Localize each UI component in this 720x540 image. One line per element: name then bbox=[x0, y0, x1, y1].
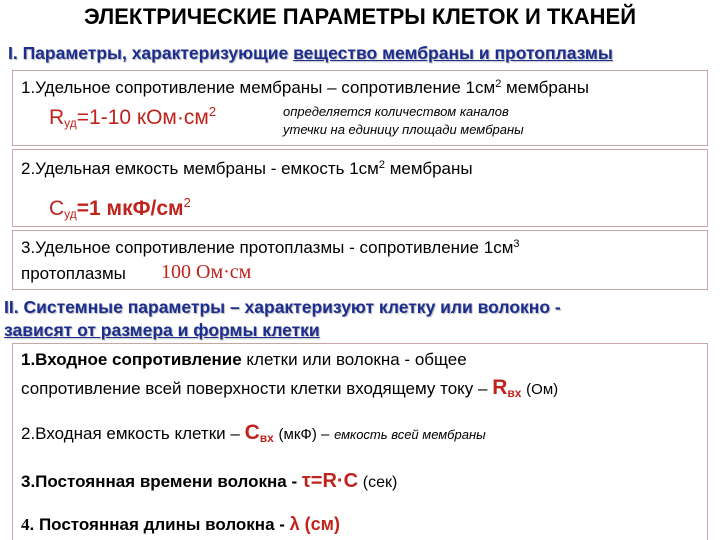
membrane-resistance-note-line2: утечки на единицу площади мембраны bbox=[283, 122, 524, 137]
formula-subscript: уд bbox=[64, 116, 77, 130]
param-box-membrane-capacitance bbox=[12, 149, 708, 227]
input-resistance-subscript: вх bbox=[507, 386, 522, 400]
membrane-resistance-text-end: мембраны bbox=[501, 78, 589, 97]
input-capacitance-subscript: вх bbox=[259, 431, 274, 445]
protoplasm-resistance-text-end: протоплазмы bbox=[21, 264, 126, 283]
formula-subscript: уд bbox=[64, 207, 77, 221]
membrane-resistance-text: 1.Удельное сопротивление мембраны – сопротивление 1см bbox=[21, 78, 496, 97]
section-2-heading-line1: II. Системные параметры – характеризуют клетку или волокно - bbox=[4, 297, 561, 317]
input-resistance-line2 bbox=[21, 376, 558, 400]
protoplasm-resistance-text: 3.Удельное сопротивление протоплазмы - сопротивление 1см bbox=[21, 238, 514, 257]
param-box-protoplasm-resistance bbox=[12, 230, 708, 290]
system-params-box bbox=[12, 343, 708, 540]
input-resistance-title: 1.Входное сопротивление bbox=[21, 350, 242, 369]
time-constant-unit: (сек) bbox=[362, 474, 398, 491]
input-capacitance-note: емкость всей мембраны bbox=[334, 427, 486, 442]
input-capacitance-text: 2.Входная емкость клетки – bbox=[21, 424, 240, 443]
formula-superscript: 2 bbox=[183, 195, 191, 210]
input-capacitance-line bbox=[21, 421, 486, 445]
param-box-membrane-resistance bbox=[12, 70, 708, 146]
membrane-capacitance-text-end: мембраны bbox=[384, 159, 473, 178]
input-capacitance-symbol: С bbox=[244, 421, 260, 444]
input-resistance-unit: (Ом) bbox=[526, 381, 559, 398]
input-resistance-text: клетки или волокна - общее bbox=[241, 350, 467, 369]
membrane-capacitance-text: 2.Удельная емкость мембраны - емкость 1см bbox=[21, 159, 379, 178]
length-constant-number: 4 bbox=[21, 515, 30, 534]
input-resistance-line1 bbox=[21, 350, 467, 370]
formula-value: =1-10 кОм·см bbox=[76, 106, 209, 129]
membrane-resistance-definition bbox=[21, 78, 589, 98]
superscript: 2 bbox=[495, 78, 502, 90]
formula-symbol: С bbox=[49, 197, 65, 220]
protoplasm-resistance-definition bbox=[21, 238, 520, 258]
section-2-heading-line2: зависят от размера и формы клетки bbox=[4, 320, 320, 340]
length-constant-line bbox=[21, 514, 340, 535]
time-constant-line bbox=[21, 470, 397, 493]
time-constant-title: 3.Постоянная времени волокна - bbox=[21, 472, 298, 491]
protoplasm-resistance-value: 100 Ом·см bbox=[161, 261, 252, 283]
section-1-prefix: I. Параметры, характеризующие bbox=[8, 43, 294, 63]
length-constant-title: . Постоянная длины волокна - bbox=[29, 515, 285, 534]
formula-value: =1 мкФ/см bbox=[76, 197, 184, 220]
input-capacitance-unit: (мкФ) – bbox=[278, 426, 330, 443]
superscript: 2 bbox=[378, 159, 385, 171]
superscript: 3 bbox=[513, 238, 520, 250]
page-title: ЭЛЕКТРИЧЕСКИЕ ПАРАМЕТРЫ КЛЕТОК И ТКАНЕЙ bbox=[83, 4, 637, 29]
time-constant-formula: τ=R·C bbox=[301, 470, 359, 492]
membrane-capacitance-formula bbox=[49, 195, 191, 221]
membrane-capacitance-definition bbox=[21, 159, 473, 179]
formula-symbol: R bbox=[49, 106, 65, 129]
input-resistance-symbol: R bbox=[492, 376, 508, 399]
membrane-resistance-formula bbox=[49, 104, 216, 130]
input-resistance-text-end: сопротивление всей поверхности клетки входящему току – bbox=[21, 379, 488, 398]
section-1-underlined: вещество мембраны и протоплазмы bbox=[293, 43, 613, 63]
section-1-heading bbox=[8, 43, 613, 64]
formula-superscript: 2 bbox=[208, 104, 217, 119]
membrane-resistance-note-line1: определяется количеством каналов bbox=[283, 104, 509, 119]
length-constant-formula: λ (см) bbox=[289, 514, 340, 534]
